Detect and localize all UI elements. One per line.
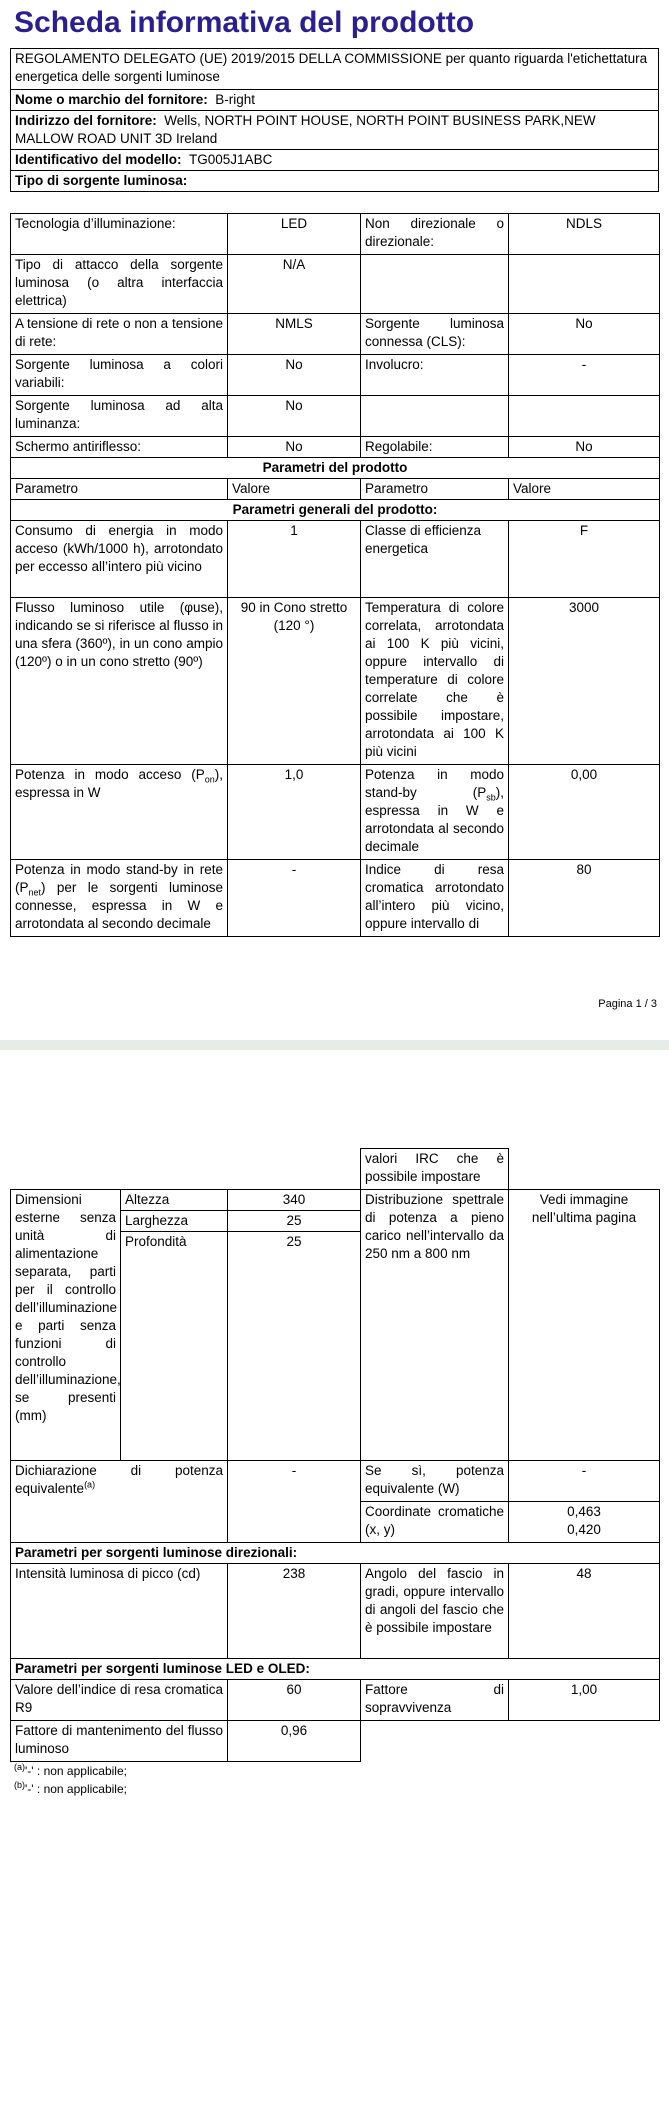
page2-table — [10, 1148, 659, 1798]
supplier-block — [10, 48, 659, 192]
general-value: 90 in Cono stretto (120 °) — [228, 598, 361, 765]
source-value: No — [228, 437, 361, 458]
source-param: Sorgente luminosa ad alta luminanza: — [11, 396, 228, 437]
regulation-text: REGOLAMENTO DELEGATO (UE) 2019/2015 DELLA COMMISSIONE per quanto riguarda l'etichettatura energetica delle sorgenti luminose — [11, 49, 659, 90]
source-row — [11, 396, 660, 437]
peak-intensity-value: 238 — [228, 1563, 361, 1658]
source-param: Sorgente luminosa connessa (CLS): — [361, 314, 509, 355]
source-value — [509, 396, 660, 437]
source-value — [509, 255, 660, 314]
maintenance-label: Fattore di mantenimento del flusso luminoso — [11, 1720, 228, 1761]
source-param — [361, 255, 509, 314]
general-value: 1 — [228, 521, 361, 598]
source-type-label: Tipo di sorgente luminosa: — [11, 171, 659, 192]
source-value: No — [509, 437, 660, 458]
page-title: Scheda informativa del prodotto — [14, 6, 475, 39]
general-row — [11, 765, 660, 860]
dimension-name: Larghezza — [121, 1210, 228, 1231]
source-value: LED — [228, 214, 361, 255]
equivalent-power-label: Se sì, potenza equivalente (W) — [361, 1460, 509, 1501]
beam-angle-label: Angolo del fascio in gradi, oppure intervallo di angoli del fascio che è possibile impostare — [361, 1563, 509, 1658]
source-param: Regolabile: — [361, 437, 509, 458]
spectral-label: Distribuzione spettrale di potenza a pieno carico nell’intervallo da 250 nm a 800 nm — [361, 1189, 509, 1460]
general-row — [11, 598, 660, 765]
general-value: 80 — [509, 860, 660, 937]
source-param: Non direzionale o direzionale: — [361, 214, 509, 255]
source-row — [11, 355, 660, 396]
column-header: Parametro — [11, 479, 228, 500]
led-header: Parametri per sorgenti luminose LED e OLED: — [11, 1658, 660, 1679]
general-value: 1,0 — [228, 765, 361, 860]
source-row — [11, 437, 660, 458]
r9-label: Valore dell’indice di resa cromatica R9 — [11, 1679, 228, 1720]
source-value: N/A — [228, 255, 361, 314]
general-param: Flusso luminoso utile (φuse), indicando se si riferisce al flusso in una sfera (360º), in un cono ampio (120º) o in un cono stretto (90º) — [11, 598, 228, 765]
supplier-name-value: B-right — [215, 92, 256, 107]
source-value: No — [228, 396, 361, 437]
source-value: - — [509, 355, 660, 396]
source-table — [10, 213, 659, 937]
general-param: Classe di efficienza energetica — [361, 521, 509, 598]
source-param: Tipo di attacco della sorgente luminosa (o altra interfaccia elettrica) — [11, 255, 228, 314]
equivalent-label: Dichiarazione di potenza equivalente — [15, 1462, 223, 1496]
general-value: - — [228, 860, 361, 937]
equivalent-value: - — [228, 1460, 361, 1542]
equivalent-power-declaration — [11, 1460, 228, 1542]
chromaticity-label: Coordinate cromatiche (x, y) — [361, 1501, 509, 1542]
page-1 — [0, 0, 669, 1016]
source-value: NMLS — [228, 314, 361, 355]
general-params-header: Parametri generali del prodotto: — [11, 500, 660, 521]
column-header: Valore — [228, 479, 361, 500]
spectral-value: Vedi immagine nell’ultima pagina — [509, 1189, 660, 1460]
supplier-address-value: Wells, NORTH POINT HOUSE, NORTH POINT BUSINESS PARK,NEW MALLOW ROAD UNIT 3D Ireland — [15, 113, 596, 146]
source-row — [11, 255, 660, 314]
irc-continued: valori IRC che è possibile impostare — [361, 1149, 509, 1190]
source-row — [11, 314, 660, 355]
source-param: Tecnologia d’illuminazione: — [11, 214, 228, 255]
dimension-value: 340 — [228, 1189, 361, 1210]
source-param: Sorgente luminosa a colori variabili: — [11, 355, 228, 396]
general-param: Potenza in modo stand-by $(P_{sb})$, espressa in W e arrotondata al secondo decimale — [361, 765, 509, 860]
general-row — [11, 521, 660, 598]
peak-intensity-label: Intensità luminosa di picco (cd) — [11, 1563, 228, 1658]
footnote-b — [10, 1780, 659, 1798]
footnote-mark: (b) — [14, 1779, 25, 1790]
source-row — [11, 214, 660, 255]
footnote-mark: (a) — [14, 1761, 25, 1772]
blank-cell — [11, 1149, 361, 1190]
source-param — [361, 396, 509, 437]
dimension-value: 25 — [228, 1231, 361, 1460]
r9-value: 60 — [228, 1679, 361, 1720]
source-param: Involucro: — [361, 355, 509, 396]
blank-cell — [509, 1149, 660, 1190]
source-param: A tensione di rete o non a tensione di rete: — [11, 314, 228, 355]
survival-label: Fattore di sopravvivenza — [361, 1679, 509, 1720]
general-value: 3000 — [509, 598, 660, 765]
source-value: No — [228, 355, 361, 396]
source-value: NDLS — [509, 214, 660, 255]
general-value: F — [509, 521, 660, 598]
params-header: Parametri del prodotto — [11, 458, 660, 479]
model-value: TG005J1ABC — [189, 152, 273, 167]
dimension-name: Profondità — [121, 1231, 228, 1460]
page-2 — [0, 1050, 669, 2122]
general-param: Temperatura di colore correlata, arrotondata ai 100 K più vicini, oppure intervallo di temperature di colore correlate che è possibile impostare, arrotondata ai 100 K più vicini — [361, 598, 509, 765]
footnote-a — [10, 1762, 659, 1780]
supplier-address-label: Indirizzo del fornitore: — [15, 113, 157, 128]
footnote-text: '-' : non applicabile; — [25, 1781, 127, 1796]
chromaticity-y: 0,420 — [567, 1521, 601, 1537]
page-number: Pagina 1 / 3 — [598, 998, 657, 1010]
blank-cell — [361, 1720, 509, 1761]
model-row — [11, 150, 659, 171]
supplier-address-row — [11, 111, 659, 150]
maintenance-value: 0,96 — [228, 1720, 361, 1761]
blank-cell — [509, 1720, 660, 1761]
source-param: Schermo antiriflesso: — [11, 437, 228, 458]
general-param: Potenza in modo stand-by in rete $(P_{net})$ per le sorgenti luminose connesse, espressa in W e arrotondata al secondo decimale — [11, 860, 228, 937]
column-header: Valore — [509, 479, 660, 500]
general-param: Potenza in modo acceso $(P_{on})$, espressa in W — [11, 765, 228, 860]
chromaticity-values — [509, 1501, 660, 1542]
general-param: Indice di resa cromatica arrotondato all’intero più vicino, oppure intervallo di — [361, 860, 509, 937]
directional-header: Parametri per sorgenti luminose direzionali: — [11, 1542, 660, 1563]
chromaticity-x: 0,463 — [567, 1503, 601, 1519]
model-label: Identificativo del modello: — [15, 152, 182, 167]
survival-value: 1,00 — [509, 1679, 660, 1720]
footnote-mark: (a) — [84, 1479, 96, 1489]
page-separator — [0, 1040, 669, 1050]
supplier-name-row — [11, 90, 659, 111]
footnote-text: '-' : non applicabile; — [25, 1763, 127, 1778]
supplier-name-label: Nome o marchio del fornitore: — [15, 92, 208, 107]
dimensions-label: Dimensioni esterne senza unità di alimentazione separata, parti per il controllo dell’illuminazione e parti senza funzioni di controllo dell’illuminazione, se presenti (mm) — [11, 1189, 121, 1460]
column-header: Parametro — [361, 479, 509, 500]
beam-angle-value: 48 — [509, 1563, 660, 1658]
dimension-value: 25 — [228, 1210, 361, 1231]
general-value: 0,00 — [509, 765, 660, 860]
column-header-row — [11, 479, 660, 500]
source-value: No — [509, 314, 660, 355]
general-row — [11, 860, 660, 937]
dimension-name: Altezza — [121, 1189, 228, 1210]
general-param: Consumo di energia in modo acceso (kWh/1000 h), arrotondato per eccesso all’intero più vicino — [11, 521, 228, 598]
equivalent-power-value: - — [509, 1460, 660, 1501]
